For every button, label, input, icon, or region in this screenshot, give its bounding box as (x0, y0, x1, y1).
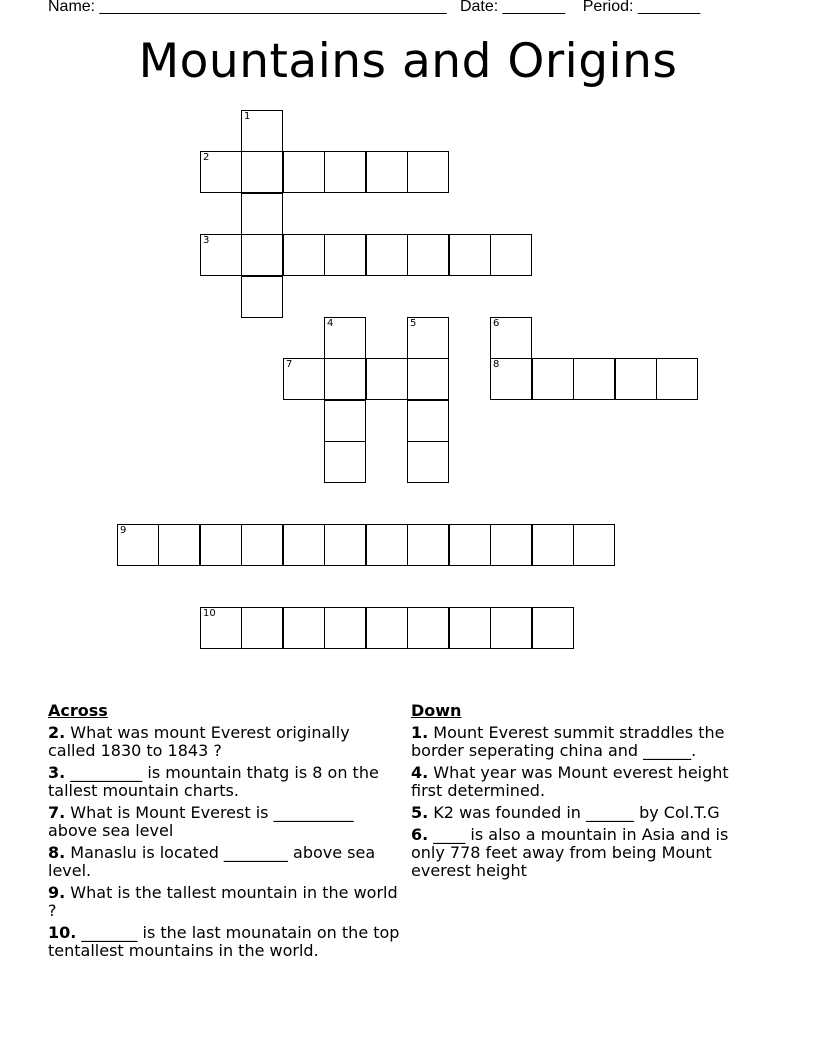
clue-num: 5. (411, 803, 429, 822)
grid-cell[interactable] (241, 110, 283, 152)
grid-cell[interactable] (324, 441, 366, 483)
grid-cell[interactable] (241, 234, 283, 276)
grid-cell[interactable] (449, 234, 491, 276)
grid-cell[interactable] (283, 358, 325, 400)
clue-item (48, 924, 400, 960)
grid-cell[interactable] (407, 234, 449, 276)
grid-cell[interactable] (449, 524, 491, 566)
clue-text: ____ is also a mountain in Asia and is only 778 feet away from being Mount everest height (411, 825, 729, 880)
grid-cell[interactable] (366, 151, 408, 193)
across-heading: Across (48, 701, 108, 720)
clue-item (48, 724, 400, 760)
clue-number: 9 (120, 525, 127, 536)
grid-cell[interactable] (366, 358, 408, 400)
grid-cell[interactable] (656, 358, 698, 400)
grid-cell[interactable] (490, 317, 532, 359)
grid-cell[interactable] (532, 607, 574, 649)
clue-num: 8. (48, 843, 66, 862)
clue-text: Mount Everest summit straddles the border seperating china and ______. (411, 723, 725, 760)
date-label: Date: (459, 0, 499, 15)
grid-cell[interactable] (366, 234, 408, 276)
grid-cell[interactable] (324, 151, 366, 193)
grid-cell[interactable] (407, 151, 449, 193)
clue-num: 6. (411, 825, 429, 844)
clue-num: 1. (411, 723, 429, 742)
clue-number: 3 (203, 235, 210, 246)
clue-number: 2 (203, 152, 210, 163)
clue-item (411, 826, 763, 880)
grid-cell[interactable] (324, 234, 366, 276)
grid-cell[interactable] (366, 607, 408, 649)
clue-text: What is the tallest mountain in the world ? (48, 883, 398, 920)
clue-num: 9. (48, 883, 66, 902)
clue-text: _________ is mountain thatg is 8 on the tallest mountain charts. (48, 763, 379, 800)
grid-cell[interactable] (283, 524, 325, 566)
grid-cell[interactable] (200, 151, 242, 193)
page-title: Mountains and Origins (138, 34, 678, 89)
clue-number: 6 (493, 318, 500, 329)
clue-item (411, 804, 763, 822)
clue-text: What was mount Everest originally called 1830 to 1843 ? (48, 723, 350, 760)
grid-cell[interactable] (532, 524, 574, 566)
clue-item (48, 844, 400, 880)
grid-cell[interactable] (532, 358, 574, 400)
across-clues (48, 702, 400, 964)
grid-cell[interactable] (449, 607, 491, 649)
grid-cell[interactable] (158, 524, 200, 566)
clue-num: 7. (48, 803, 66, 822)
grid-cell[interactable] (241, 276, 283, 318)
clue-item (411, 764, 763, 800)
clue-text: K2 was founded in ______ by Col.T.G (428, 803, 720, 822)
clue-number: 8 (493, 359, 500, 370)
clue-item (48, 884, 400, 920)
grid-cell[interactable] (200, 607, 242, 649)
clue-number: 4 (327, 318, 334, 329)
clue-text: What is Mount Everest is __________ above sea level (48, 803, 354, 840)
name-blank[interactable]: _______________________________________ (99, 0, 447, 15)
grid-cell[interactable] (407, 441, 449, 483)
grid-cell[interactable] (573, 524, 615, 566)
grid-cell[interactable] (324, 400, 366, 442)
period-label: Period: (582, 0, 634, 15)
grid-cell[interactable] (407, 524, 449, 566)
grid-cell[interactable] (200, 234, 242, 276)
grid-cell[interactable] (366, 524, 408, 566)
clue-item (411, 724, 763, 760)
grid-cell[interactable] (241, 524, 283, 566)
grid-cell[interactable] (407, 400, 449, 442)
clue-number: 10 (203, 608, 216, 619)
clue-text: What year was Mount everest height first determined. (411, 763, 729, 800)
grid-cell[interactable] (407, 607, 449, 649)
clue-number: 1 (244, 111, 251, 122)
grid-cell[interactable] (615, 358, 657, 400)
grid-cell[interactable] (490, 358, 532, 400)
clue-text: _______ is the last mounatain on the top tentallest mountains in the world. (48, 923, 400, 960)
clue-num: 4. (411, 763, 429, 782)
period-blank[interactable]: _______ (637, 0, 701, 15)
grid-cell[interactable] (241, 193, 283, 235)
down-heading: Down (411, 701, 462, 720)
clue-num: 10. (48, 923, 77, 942)
clue-number: 5 (410, 318, 417, 329)
grid-cell[interactable] (283, 607, 325, 649)
clue-item (48, 764, 400, 800)
grid-cell[interactable] (324, 358, 366, 400)
grid-cell[interactable] (241, 607, 283, 649)
date-blank[interactable]: _______ (502, 0, 565, 15)
grid-cell[interactable] (490, 607, 532, 649)
clue-number: 7 (286, 359, 293, 370)
clue-text: Manaslu is located ________ above sea level. (48, 843, 376, 880)
grid-cell[interactable] (324, 317, 366, 359)
grid-cell[interactable] (200, 524, 242, 566)
name-label: Name: (48, 0, 96, 15)
grid-cell[interactable] (407, 358, 449, 400)
grid-cell[interactable] (573, 358, 615, 400)
grid-cell[interactable] (490, 524, 532, 566)
grid-cell[interactable] (490, 234, 532, 276)
grid-cell[interactable] (117, 524, 159, 566)
grid-cell[interactable] (407, 317, 449, 359)
grid-cell[interactable] (283, 151, 325, 193)
clue-item (48, 804, 400, 840)
down-clues (411, 702, 763, 884)
clue-num: 2. (48, 723, 66, 742)
grid-cell[interactable] (324, 607, 366, 649)
grid-cell[interactable] (283, 234, 325, 276)
grid-cell[interactable] (324, 524, 366, 566)
clue-num: 3. (48, 763, 66, 782)
grid-cell[interactable] (241, 151, 283, 193)
